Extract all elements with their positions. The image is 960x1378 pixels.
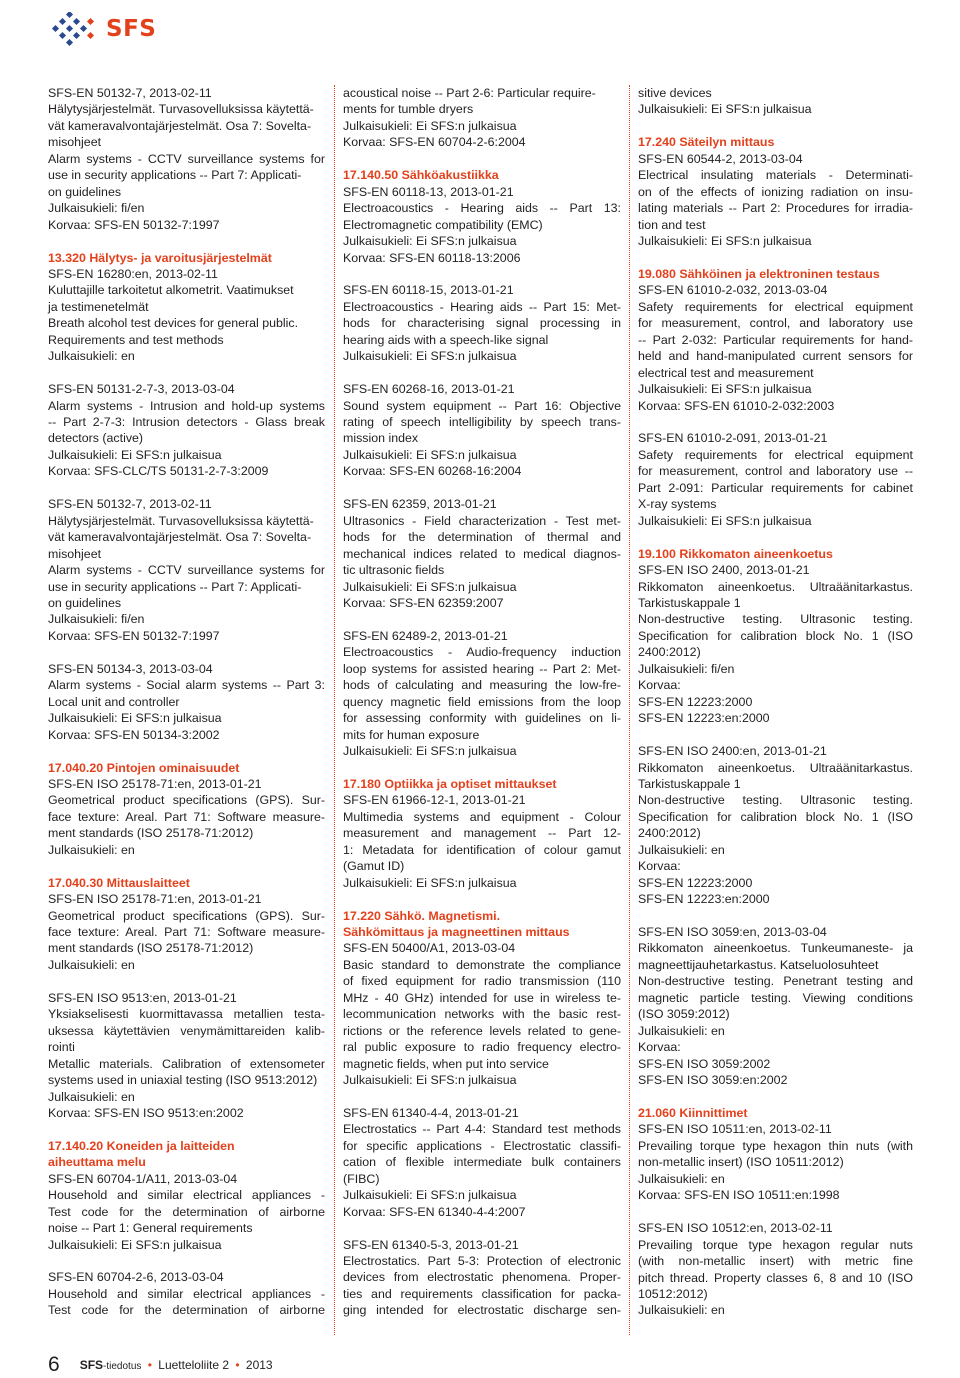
- entry-line: SFS-EN ISO 3059:2002: [638, 1056, 771, 1071]
- entry-line: SFS-EN 50134-3, 2013-03-04: [48, 661, 213, 676]
- section-heading: Sähkömittaus ja magneettinen mittaus: [343, 925, 570, 939]
- entry-line: Electrostatics -- Part 4-4: Standard test methods: [343, 1122, 621, 1137]
- entry-line: Korvaa: SFS-EN 60118-13:2006: [343, 250, 521, 265]
- section-heading: 19.100 Rikkomaton aineenkoetus: [638, 546, 833, 561]
- entry-line: Geometrical product specifications (GPS). Sur-: [48, 908, 325, 923]
- section-heading-group: [638, 134, 913, 150]
- entry-line: ral public exposure to radio frequency electro-: [343, 1040, 621, 1055]
- entry-line: SFS-EN 12223:2000: [638, 875, 753, 890]
- entry-line: 10512:2012): [638, 1286, 708, 1301]
- sfs-logo-diamond-icon: [50, 12, 100, 46]
- entry-line: SFS-EN ISO 9513:en, 2013-01-21: [48, 990, 237, 1005]
- entry-line: on of the effects of ionizing radiation on insu-: [638, 184, 913, 199]
- standard-section: [638, 546, 913, 727]
- entry-line: SFS-EN 12223:en:2000: [638, 892, 770, 907]
- entry-line: Korvaa: SFS-EN 61010-2-032:2003: [638, 398, 835, 413]
- section-heading-group: [48, 250, 325, 266]
- entry-line: misohjeet: [48, 546, 102, 561]
- entry-line: acoustical noise -- Part 2-6: Particular require-: [343, 86, 596, 100]
- entry-line: uksessa käytettävien venymämittareiden kalib-: [48, 1023, 325, 1038]
- entry-line: Julkaisukieli: fi/en: [48, 612, 145, 627]
- entry-line: Electroacoustics - Hearing aids -- Part 15: Met-: [343, 299, 621, 314]
- entry-line: Korvaa: SFS-EN 50132-7:1997: [48, 217, 220, 232]
- entry-line: Alarm systems - Intrusion and hold-up systems: [48, 398, 325, 413]
- entry-line: SFS-EN 60544-2, 2013-03-04: [638, 151, 803, 166]
- entry-line: magnetic fields, when put into service: [343, 1056, 549, 1071]
- entry-line: Korvaa: SFS-EN 50132-7:1997: [48, 628, 220, 643]
- footer-publication: [80, 1358, 273, 1376]
- entry-line: Test code for the determination of airborne: [48, 1303, 325, 1318]
- footer-bullet: •: [235, 1358, 240, 1372]
- entry-line: SFS-EN 12223:en:2000: [638, 711, 770, 726]
- standard-entry: [48, 661, 325, 743]
- entry-line: Basic standard to demonstrate the compliance: [343, 957, 621, 972]
- entry-line: SFS-EN ISO 2400, 2013-01-21: [638, 563, 810, 578]
- entry-line: quency magnetic field emissions from the loop: [343, 694, 621, 709]
- column-divider-1: [334, 85, 335, 1335]
- entry-line: Korvaa: SFS-EN ISO 10511:en:1998: [638, 1188, 840, 1203]
- entry-line: Korvaa: SFS-EN 61340-4-4:2007: [343, 1204, 526, 1219]
- entry-line: Julkaisukieli: fi/en: [638, 661, 735, 676]
- entry-line: Kuluttajille tarkoitetut alkometrit. Vaatimukset: [48, 283, 294, 298]
- sfs-logo: [50, 8, 156, 50]
- entry-line: tion and test: [638, 217, 706, 232]
- entry-line: vät kameravalvontajärjestelmät. Osa 7: Soveltа-: [48, 118, 312, 133]
- section-heading: 17.040.20 Pintojen ominaisuudet: [48, 760, 240, 775]
- entry-line: misohjeet: [48, 135, 102, 150]
- standard-entry: [48, 381, 325, 480]
- entry-line: Alarm systems - Social alarm systems -- Part 3:: [48, 678, 325, 693]
- entry-line: Safety requirements for electrical equipment: [638, 447, 913, 462]
- entry-line: SFS-EN 12223:2000: [638, 694, 753, 709]
- entry-line: 2400:2012): [638, 645, 701, 660]
- entry-line: SFS-EN 60704-1/A11, 2013-03-04: [48, 1171, 238, 1186]
- entry-line: ment standards (ISO 25178-71:2012): [48, 941, 254, 956]
- entry-line: rointi: [48, 1040, 75, 1055]
- entry-line: lecommunication networks with the basic rest-: [343, 1007, 621, 1022]
- entry-line: SFS-EN 62359, 2013-01-21: [343, 497, 497, 512]
- standard-entry: [343, 1237, 621, 1319]
- entry-line: Hälytysjärjestelmät. Turvasovelluksissa käytettä-: [48, 513, 314, 528]
- entry-line: Electrostatics. Part 5-3: Protection of electronic: [343, 1254, 621, 1269]
- entry-line: Rikkomaton aineenkoetus. Tunkeumaneste- ja: [638, 941, 913, 956]
- entry-line: Local unit and controller: [48, 694, 180, 709]
- entry-line: SFS-EN 61966-12-1, 2013-01-21: [343, 793, 526, 808]
- entry-line: Julkaisukieli: en: [48, 957, 135, 972]
- entry-line: Yksiakselisesti kuormittavassa metallien testa-: [48, 1007, 325, 1022]
- footer-brand: SFS: [79, 1358, 104, 1372]
- entry-line: noise -- Part 1: General requirements: [48, 1221, 253, 1236]
- entry-line: mechanical indices related to medical diagnos-: [343, 546, 621, 561]
- entry-line: Tarkistuskappale 1: [638, 595, 741, 610]
- entry-line: hearing aids with a speech-like signal: [343, 332, 549, 347]
- section-heading-group: [48, 875, 325, 891]
- standard-section: [638, 1105, 913, 1204]
- standard-section: [48, 1138, 325, 1253]
- entry-line: hods for characterising signal processing in: [343, 316, 621, 331]
- entry-line: (with non-metallic insert) with metric fine: [638, 1254, 913, 1269]
- entry-line: SFS-EN 60118-15, 2013-01-21: [343, 283, 514, 298]
- section-heading-group: [48, 1138, 325, 1171]
- entry-line: ment standards (ISO 25178-71:2012): [48, 826, 254, 841]
- entry-line: Julkaisukieli: en: [638, 1023, 725, 1038]
- entry-line: SFS-EN ISO 25178-71:en, 2013-01-21: [48, 892, 262, 907]
- column-divider-2: [629, 85, 630, 1335]
- entry-line: Julkaisukieli: fi/en: [48, 201, 145, 216]
- footer-bullet: •: [147, 1358, 152, 1372]
- section-heading-group: [638, 546, 913, 562]
- standard-entry: [343, 1105, 621, 1220]
- column-1: [48, 85, 325, 1335]
- entry-line: Electroacoustics - Audio-frequency induction: [343, 645, 621, 660]
- entry-line: Julkaisukieli: en: [48, 349, 135, 364]
- entry-line: Julkaisukieli: en: [638, 842, 725, 857]
- entry-line: tic ultrasonic fields: [343, 563, 445, 578]
- section-heading-group: [343, 776, 621, 792]
- column-2: [343, 85, 621, 1335]
- entry-line: SFS-EN 50132-7, 2013-02-11: [48, 86, 212, 100]
- entry-line: non-metallic insert) (ISO 10511:2012): [638, 1155, 844, 1170]
- entry-line: Alarm systems - CCTV surveillance systems for: [48, 563, 325, 578]
- entry-line: Julkaisukieli: Ei SFS:n julkaisua: [638, 382, 812, 397]
- entry-line: SFS-EN 16280:en, 2013-02-11: [48, 266, 218, 281]
- entry-line: Korvaa:: [638, 1040, 681, 1055]
- entry-line: SFS-EN 61010-2-032, 2013-03-04: [638, 283, 828, 298]
- standard-entry: [48, 990, 325, 1122]
- entry-line: SFS-EN 50132-7, 2013-02-11: [48, 497, 212, 512]
- entry-line: Julkaisukieli: Ei SFS:n julkaisua: [638, 234, 812, 249]
- entry-line: SFS-EN ISO 2400:en, 2013-01-21: [638, 744, 827, 759]
- entry-line: SFS-EN 50131-2-7-3, 2013-03-04: [48, 382, 235, 397]
- entry-line: Alarm systems - CCTV surveillance systems for: [48, 151, 325, 166]
- entry-line: SFS-EN 61010-2-091, 2013-01-21: [638, 431, 828, 446]
- standard-entry: [343, 496, 621, 611]
- entry-line: Part 2-091: Particular requirements for cabinet: [638, 480, 913, 495]
- entry-line: SFS-EN 61340-5-3, 2013-01-21: [343, 1237, 519, 1252]
- standard-entry: [638, 1220, 913, 1319]
- entry-line: on guidelines: [48, 596, 122, 610]
- entry-line: Ultrasonics - Field characterization - Test met-: [343, 513, 621, 528]
- standard-section: [343, 167, 621, 266]
- entry-line: ments for tumble dryers: [343, 102, 474, 117]
- standard-entry: [638, 85, 913, 118]
- standard-entry: [48, 496, 325, 644]
- entry-line: Julkaisukieli: Ei SFS:n julkaisua: [343, 447, 517, 462]
- entry-line: -- Part 2-7-3: Intrusion detectors - Glass break: [48, 415, 325, 430]
- entry-line: (FIBC): [343, 1171, 380, 1186]
- standard-entry: [343, 381, 621, 480]
- entry-line: Hälytysjärjestelmät. Turvasovelluksissa käytettä-: [48, 102, 314, 117]
- entry-line: Requirements and test methods: [48, 332, 224, 347]
- entry-line: for assessing conformity with guidelines on li-: [343, 711, 621, 726]
- entry-line: magneettijauhetarkastus. Katseluolosuhteet: [638, 957, 879, 972]
- entry-line: pitch thread. Property classes 6, 8 and 10 (ISO: [638, 1270, 913, 1285]
- entry-line: devices from electrostatic phenomena. Proper-: [343, 1270, 621, 1285]
- entry-line: Non-destructive testing. Penetrant testing and: [638, 974, 913, 989]
- entry-line: lating materials -- Part 2: Procedures for irradia-: [638, 201, 913, 216]
- entry-line: on guidelines: [48, 184, 122, 199]
- entry-line: ja testimenetelmät: [48, 299, 149, 314]
- entry-line: for specific applications - Electrostatic classifi-: [343, 1138, 621, 1153]
- entry-line: SFS-EN ISO 3059:en, 2013-03-04: [638, 925, 827, 940]
- entry-line: rating of speech intelligibility by speech trans-: [343, 415, 621, 430]
- entry-line: Korvaa: SFS-EN 62359:2007: [343, 595, 504, 610]
- entry-line: hods of calculating and measuring the low-fre-: [343, 678, 621, 693]
- entry-line: Electrical insulating materials - Determinati-: [638, 168, 913, 183]
- entry-line: Julkaisukieli: en: [48, 842, 135, 857]
- entry-line: Julkaisukieli: Ei SFS:n julkaisua: [638, 513, 812, 528]
- entry-line: Julkaisukieli: Ei SFS:n julkaisua: [343, 118, 517, 133]
- entry-line: Julkaisukieli: Ei SFS:n julkaisua: [638, 102, 812, 117]
- entry-line: Safety requirements for electrical equipment: [638, 299, 913, 314]
- entry-line: face texture: Areal. Part 71: Software measure-: [48, 809, 325, 824]
- standard-section: [638, 134, 913, 249]
- footer-brand-suffix: -tiedotus: [103, 1361, 142, 1372]
- column-3: [638, 85, 913, 1335]
- entry-line: SFS-EN 50400/A1, 2013-03-04: [343, 941, 516, 956]
- footer-year: 2013: [245, 1358, 273, 1372]
- entry-line: SFS-EN ISO 25178-71:en, 2013-01-21: [48, 776, 262, 791]
- standard-entry: [343, 85, 621, 151]
- entry-line: Electroacoustics - Hearing aids -- Part 13:: [343, 201, 621, 216]
- entry-line: held and hand-manipulated current sensors for: [638, 349, 913, 364]
- entry-line: sitive devices: [638, 86, 712, 100]
- entry-line: Korvaa: SFS-EN 60704-2-6:2004: [343, 135, 526, 150]
- entry-line: SFS-EN 60268-16, 2013-01-21: [343, 382, 515, 397]
- entry-line: ties and requirements classification for packa-: [343, 1286, 621, 1301]
- entry-line: measurement and management -- Part 12-: [343, 826, 621, 841]
- standard-entry: [48, 85, 325, 233]
- section-heading: 17.140.20 Koneiden ja laitteiden: [48, 1138, 235, 1153]
- standard-entry: [638, 924, 913, 1089]
- section-heading: 17.140.50 Sähköakustiikka: [343, 168, 499, 183]
- standard-entry: [638, 743, 913, 908]
- entry-line: -- Part 2-032: Particular requirements for hand-: [638, 332, 913, 347]
- entry-line: Household and similar electrical appliances -: [48, 1286, 325, 1301]
- entry-line: Rikkomaton aineenkoetus. Ultraäänitarkastus.: [638, 760, 913, 775]
- entry-line: Test code for the determination of airborne: [48, 1204, 325, 1219]
- entry-line: mission index: [343, 431, 419, 446]
- sfs-logo-text: SFS: [106, 16, 157, 42]
- entry-line: for measurement, control and laboratory use --: [638, 464, 913, 479]
- section-heading-group: [638, 1105, 913, 1121]
- section-heading: 17.220 Sähkö. Magnetismi.: [343, 908, 501, 923]
- entry-line: SFS-EN ISO 10512:en, 2013-02-11: [638, 1221, 833, 1236]
- standard-entry: [343, 628, 621, 760]
- entry-line: Sound system equipment -- Part 16: Objective: [343, 398, 621, 413]
- entry-line: Julkaisukieli: Ei SFS:n julkaisua: [343, 349, 517, 364]
- entry-line: Prevailing torque type hexagon thin nuts (with: [638, 1138, 913, 1153]
- entry-line: SFS-EN ISO 3059:en:2002: [638, 1073, 788, 1088]
- section-heading: 21.060 Kiinnittimet: [638, 1105, 748, 1120]
- entry-line: Julkaisukieli: en: [638, 1303, 725, 1318]
- entry-line: magnetic particle testing. Viewing conditions: [638, 990, 913, 1005]
- entry-line: Julkaisukieli: Ei SFS:n julkaisua: [343, 579, 517, 594]
- entry-line: Korvaa:: [638, 678, 681, 693]
- section-heading-group: [638, 266, 913, 282]
- entry-line: Household and similar electrical appliances -: [48, 1188, 325, 1203]
- entry-line: 1: Metadata for identification of colour gamut: [343, 842, 621, 857]
- standard-section: [343, 908, 621, 1089]
- entry-line: Julkaisukieli: Ei SFS:n julkaisua: [343, 1188, 517, 1203]
- entry-line: systems used in uniaxial testing (ISO 9513:2012): [48, 1073, 318, 1088]
- entry-line: electrical test and measurement: [638, 365, 814, 380]
- entry-line: mits for human exposure: [343, 727, 480, 742]
- entry-line: Julkaisukieli: en: [48, 1089, 135, 1104]
- standard-section: [638, 266, 913, 414]
- entry-line: Multimedia systems and equipment - Colour: [343, 809, 621, 824]
- section-heading: 13.320 Hälytys- ja varoitusjärjestelmät: [48, 250, 272, 265]
- entry-line: Geometrical product specifications (GPS). Sur-: [48, 793, 325, 808]
- page-number: 6: [48, 1353, 60, 1376]
- entry-line: vät kameravalvontajärjestelmät. Osa 7: Soveltа-: [48, 530, 312, 545]
- entry-line: ging intended for electrostatic discharge sen-: [343, 1303, 621, 1318]
- standard-entry: [638, 430, 913, 529]
- entry-line: Julkaisukieli: Ei SFS:n julkaisua: [48, 447, 222, 462]
- entry-line: use in security applications -- Part 7: Applicati-: [48, 579, 302, 594]
- section-heading-group: [48, 760, 325, 776]
- entry-line: Julkaisukieli: Ei SFS:n julkaisua: [48, 1237, 222, 1252]
- entry-line: Julkaisukieli: en: [638, 1171, 725, 1186]
- section-heading: 17.040.30 Mittauslaitteet: [48, 875, 190, 890]
- entry-line: Julkaisukieli: Ei SFS:n julkaisua: [343, 875, 517, 890]
- standard-section: [343, 776, 621, 891]
- entry-line: of fixed equipment for radio transmission (110: [343, 974, 621, 989]
- entry-line: (ISO 3059:2012): [638, 1007, 730, 1022]
- entry-line: Prevailing torque type hexagon regular nuts: [638, 1237, 913, 1252]
- entry-line: SFS-EN 61340-4-4, 2013-01-21: [343, 1105, 519, 1120]
- entry-line: Electromagnetic compatibility (EMC): [343, 217, 543, 232]
- section-heading: 17.180 Optiikka ja optiset mittaukset: [343, 776, 557, 791]
- section-heading: 17.240 Säteilyn mittaus: [638, 135, 775, 150]
- entry-line: Korvaa:: [638, 859, 681, 874]
- entry-line: for measurement, control, and laboratory use: [638, 316, 913, 331]
- entry-line: SFS-EN ISO 10511:en, 2013-02-11: [638, 1122, 832, 1137]
- entry-line: Julkaisukieli: Ei SFS:n julkaisua: [343, 1073, 517, 1088]
- section-heading-group: [343, 908, 621, 941]
- entry-line: rictions or the reference levels related to gene-: [343, 1023, 621, 1038]
- entry-line: X-ray systems: [638, 497, 717, 512]
- entry-line: Korvaa: SFS-CLC/TS 50131-2-7-3:2009: [48, 464, 269, 479]
- page-footer: [48, 1352, 273, 1376]
- standard-section: [48, 250, 325, 365]
- section-heading: aiheuttama melu: [48, 1155, 146, 1170]
- entry-line: Julkaisukieli: Ei SFS:n julkaisua: [343, 744, 517, 759]
- entry-line: Tarkistuskappale 1: [638, 776, 741, 791]
- entry-line: Non-destructive testing. Ultrasonic testing.: [638, 793, 913, 808]
- entry-line: Julkaisukieli: Ei SFS:n julkaisua: [343, 234, 517, 249]
- entry-line: Korvaa: SFS-EN ISO 9513:en:2002: [48, 1105, 244, 1120]
- entry-line: SFS-EN 60704-2-6, 2013-03-04: [48, 1270, 224, 1285]
- entry-line: Specification for calibration block No. 1 (ISO: [638, 628, 913, 643]
- footer-issue: Luetteloliite 2: [158, 1358, 229, 1372]
- entry-line: detectors (active): [48, 431, 144, 446]
- entry-line: cation of flexible intermediate bulk containers: [343, 1155, 621, 1170]
- entry-line: Non-destructive testing. Ultrasonic testing.: [638, 612, 913, 627]
- entry-line: loop systems for assisted hearing -- Part 2: Met-: [343, 661, 621, 676]
- section-heading-group: [343, 167, 621, 183]
- standard-entry: [343, 282, 621, 364]
- standard-section: [48, 760, 325, 859]
- standard-section: [48, 875, 325, 974]
- section-heading: 19.080 Sähköinen ja elektroninen testaus: [638, 266, 880, 281]
- entry-line: Julkaisukieli: Ei SFS:n julkaisua: [48, 711, 222, 726]
- entry-line: MHz - 40 GHz) intended for use in wireless te-: [343, 990, 621, 1005]
- entry-line: Specification for calibration block No. 1 (ISO: [638, 809, 913, 824]
- entry-line: hods for the determination of thermal and: [343, 530, 621, 545]
- entry-line: Metallic materials. Calibration of extensometer: [48, 1056, 325, 1071]
- entry-line: SFS-EN 62489-2, 2013-01-21: [343, 628, 508, 643]
- standard-entry: [48, 1269, 325, 1318]
- entry-line: (Gamut ID): [343, 859, 405, 874]
- entry-line: SFS-EN 60118-13, 2013-01-21: [343, 184, 514, 199]
- entry-line: Korvaa: SFS-EN 50134-3:2002: [48, 727, 220, 742]
- entry-line: Rikkomaton aineenkoetus. Ultraäänitarkastus.: [638, 579, 913, 594]
- entry-line: use in security applications -- Part 7: Applicati-: [48, 168, 302, 183]
- entry-line: 2400:2012): [638, 826, 701, 841]
- entry-line: Breath alcohol test devices for general public.: [48, 316, 299, 331]
- entry-line: Korvaa: SFS-EN 60268-16:2004: [343, 464, 522, 479]
- entry-line: face texture: Areal. Part 71: Software measure-: [48, 925, 325, 940]
